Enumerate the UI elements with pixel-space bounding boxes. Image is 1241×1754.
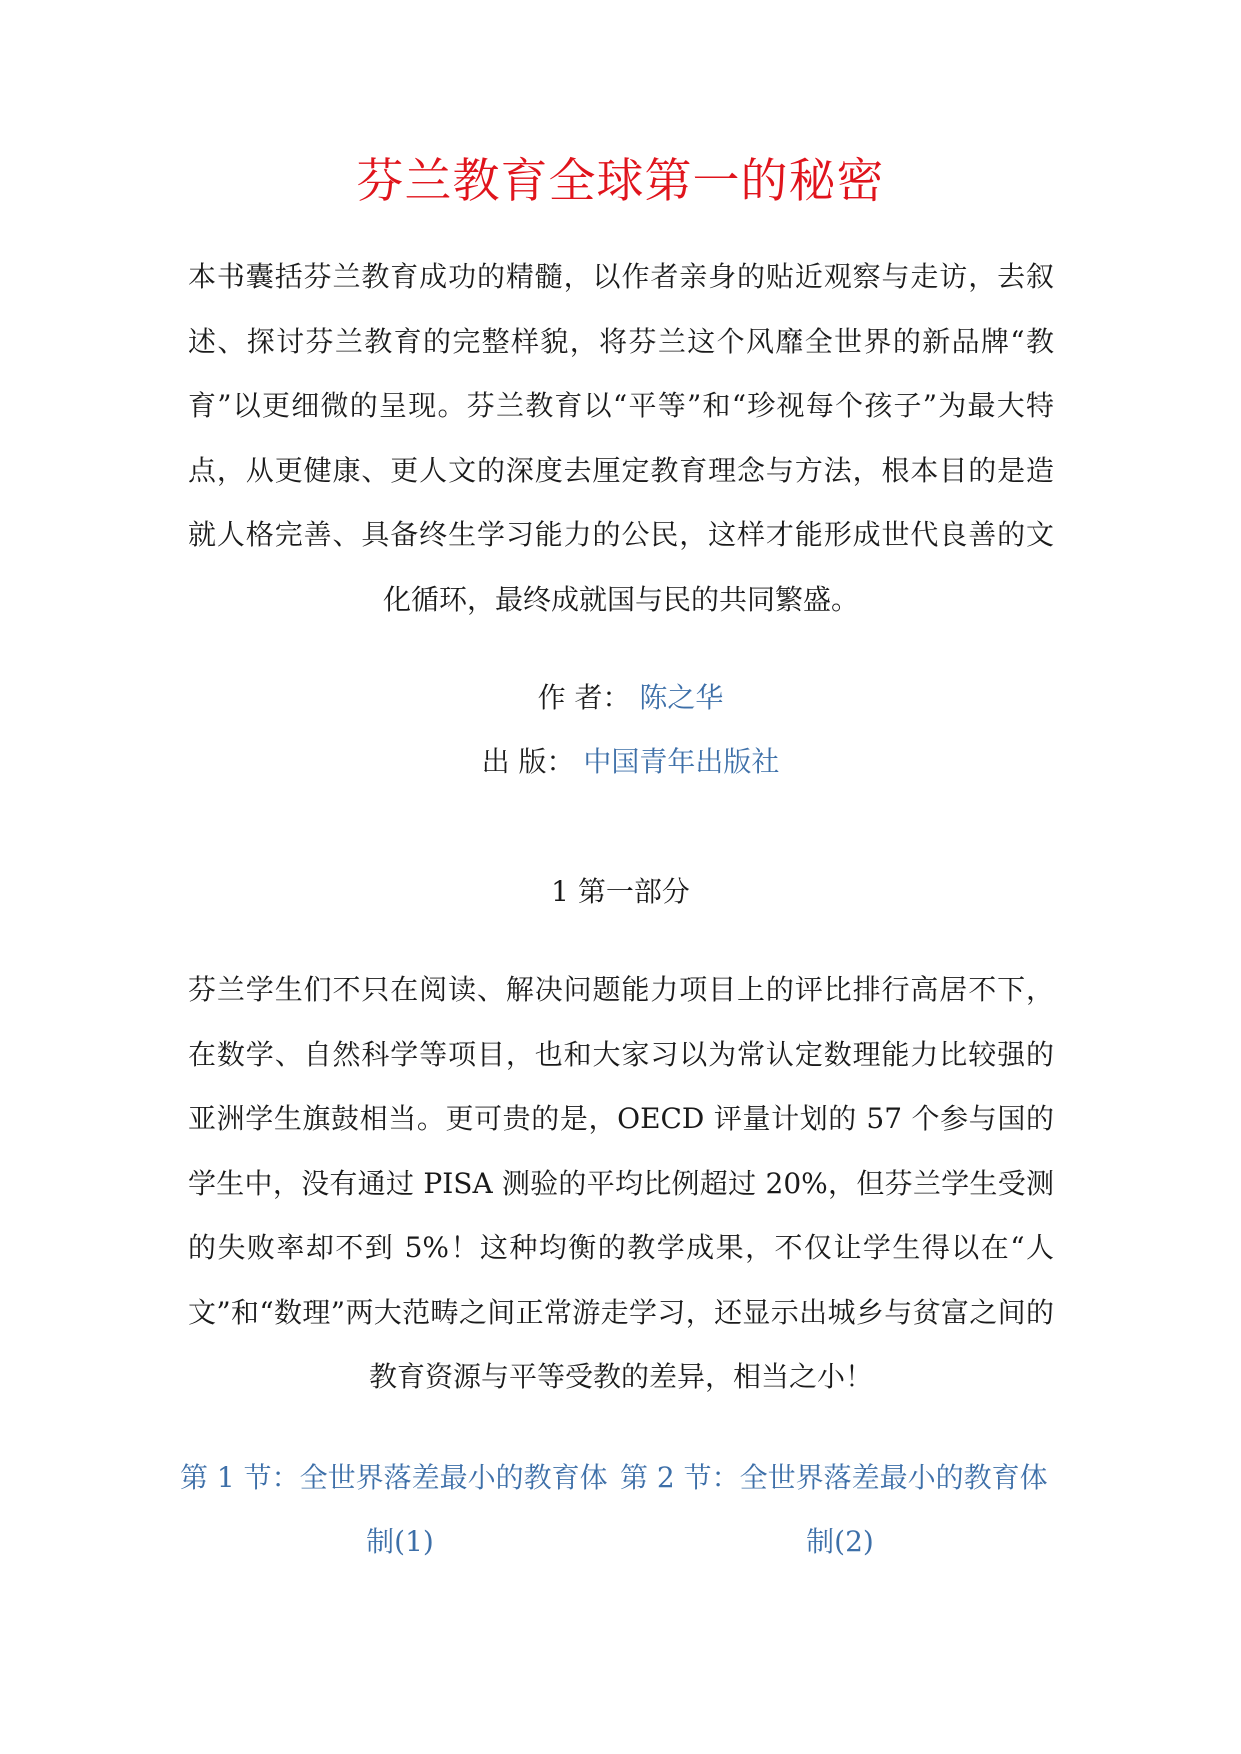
chapter-link-2-line2: 制(2) xyxy=(806,1525,874,1558)
part-heading: 1 第一部分 xyxy=(551,875,690,908)
chapter-link-1[interactable] xyxy=(180,1446,620,1574)
author-line xyxy=(10,678,1241,718)
publisher-label: 出 版： xyxy=(481,745,575,778)
publisher-line xyxy=(10,742,1241,782)
chapter-link-1-line1: 第 1 节：全世界落差最小的教育体 xyxy=(180,1461,608,1494)
chapter-link-2[interactable] xyxy=(620,1446,1060,1574)
document-title: 芬兰教育全球第一的秘密 xyxy=(356,154,885,209)
publisher-link[interactable]: 中国青年出版社 xyxy=(583,745,780,778)
author-link[interactable]: 陈之华 xyxy=(639,681,724,714)
intro-paragraph: 本书囊括芬兰教育成功的精髓，以作者亲身的贴近观察与走访，去叙述、探讨芬兰教育的完整样貌，将芬兰这个风靡全世界的新品牌“教育”以更细微的呈现。芬兰教育以“平等”和“珍视每个孩子”为最大特点，从更健康、更人文的深度去厘定教育理念与方法，根本目的是造就人格完善、具备终生学习能力的公民，这样才能形成世代良善的文化循环，最终成就国与民的共同繁盛。 xyxy=(188,260,1054,616)
part-paragraph: 芬兰学生们不只在阅读、解决问题能力项目上的评比排行高居不下，在数学、自然科学等项目，也和大家习以为常认定数理能力比较强的亚洲学生旗鼓相当。更可贵的是，OECD 评量计划的 57 个参与国的学生中，没有通过 PISA 测验的平均比例超过 20%，但芬兰学生受测的失败率却不到 5%！这种均衡的教学成果，不仅让学生得以在“人文”和“数理”两大范畴之间正常游走学习，还显示出城乡与贫富之间的教育资源与平等受教的差异，相当之小！ xyxy=(188,973,1054,1393)
chapter-link-2-line1: 第 2 节：全世界落差最小的教育体 xyxy=(620,1461,1048,1494)
author-label: 作 者： xyxy=(537,681,631,714)
chapter-link-1-line2: 制(1) xyxy=(366,1525,434,1558)
